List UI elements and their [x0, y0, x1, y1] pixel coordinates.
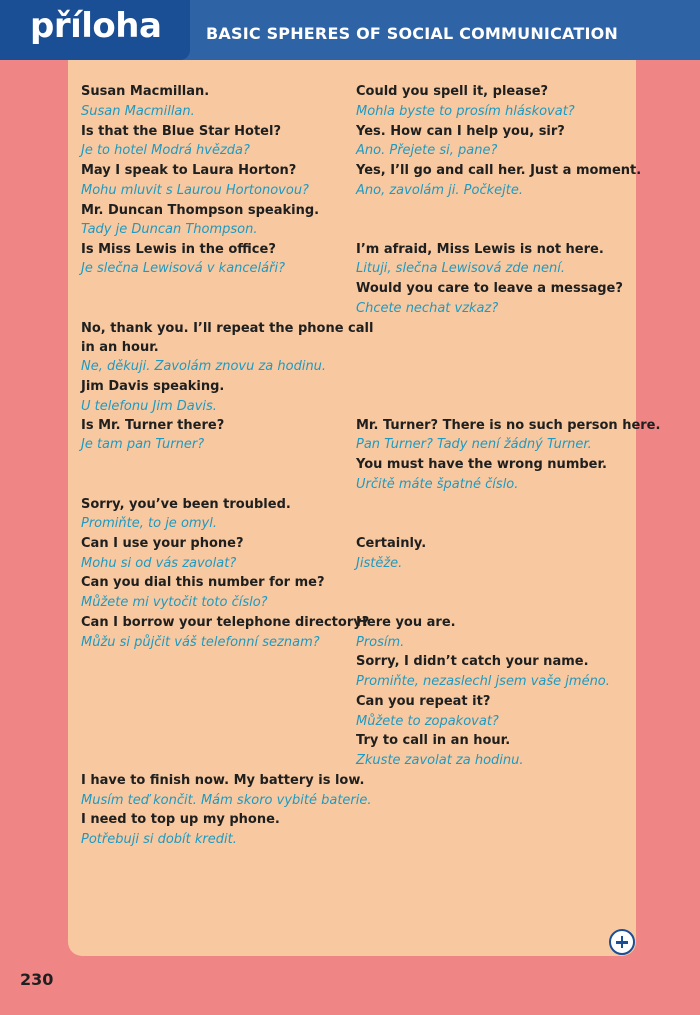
plus-circle-icon[interactable]: [609, 929, 635, 955]
page-number: 230: [20, 970, 54, 989]
left-english-line: I need to top up my phone.: [81, 812, 280, 827]
right-english-line: Could you spell it, please?: [356, 84, 549, 99]
right-english-line: You must have the wrong number.: [356, 457, 607, 472]
page-header: [0, 0, 700, 60]
right-czech-line: Pan Turner? Tady není žádný Turner.: [356, 437, 592, 452]
left-czech-line: Tady je Duncan Thompson.: [81, 222, 258, 237]
left-czech-line: Potřebuji si dobít kredit.: [81, 832, 237, 847]
left-czech-line: Je slečna Lewisová v kanceláři?: [81, 261, 285, 276]
right-english-line: I’m afraid, Miss Lewis is not here.: [356, 242, 604, 257]
right-english-line: Sorry, I didn’t catch your name.: [356, 654, 589, 669]
right-english-line: Yes, I’ll go and call her. Just a moment.: [356, 163, 642, 178]
left-english-line: Susan Macmillan.: [81, 84, 210, 99]
left-english-line: Is that the Blue Star Hotel?: [81, 124, 281, 139]
right-czech-line: Můžete to zopakovat?: [356, 714, 499, 729]
left-english-line: Is Mr. Turner there?: [81, 418, 225, 433]
section-title: BASIC SPHERES OF SOCIAL COMMUNICATION: [206, 24, 619, 43]
right-czech-line: Ano. Přejete si, pane?: [356, 143, 498, 158]
left-czech-line: Je tam pan Turner?: [81, 437, 205, 452]
right-english-line: Can you repeat it?: [356, 694, 491, 709]
right-english-line: Try to call in an hour.: [356, 733, 511, 748]
right-english-line: Certainly.: [356, 536, 427, 551]
left-english-line: Mr. Duncan Thompson speaking.: [81, 203, 320, 218]
left-czech-line: Mohu si od vás zavolat?: [81, 556, 237, 571]
right-czech-line: Mohla byste to prosím hláskovat?: [356, 104, 575, 119]
left-english-line: May I speak to Laura Horton?: [81, 163, 297, 178]
right-english-line: Mr. Turner? There is no such person here.: [356, 418, 661, 433]
left-english-line: Jim Davis speaking.: [81, 379, 225, 394]
left-english-line: Sorry, you’ve been troubled.: [81, 497, 291, 512]
right-czech-line: Promiňte, nezaslechl jsem vaše jméno.: [356, 674, 610, 689]
right-czech-line: Lituji, slečna Lewisová zde není.: [356, 261, 565, 276]
right-czech-line: Určitě máte špatné číslo.: [356, 477, 519, 492]
left-czech-line: Musím teď končit. Mám skoro vybité baterie.: [81, 793, 372, 808]
left-english-line: No, thank you. I’ll repeat the phone call: [81, 321, 374, 336]
right-czech-line: Chcete nechat vzkaz?: [356, 301, 499, 316]
right-czech-line: Ano, zavolám ji. Počkejte.: [356, 183, 523, 198]
left-english-line: Is Miss Lewis in the office?: [81, 242, 276, 257]
left-czech-line: Promiňte, to je omyl.: [81, 516, 217, 531]
right-czech-line: Zkuste zavolat za hodinu.: [356, 753, 524, 768]
brand-label: příloha: [30, 6, 162, 46]
right-english-line: Yes. How can I help you, sir?: [356, 124, 565, 139]
brand-tab: [0, 0, 190, 60]
left-czech-line: Mohu mluvit s Laurou Hortonovou?: [81, 183, 309, 198]
right-czech-line: Prosím.: [356, 635, 405, 650]
left-english-line: I have to finish now. My battery is low.: [81, 773, 365, 788]
left-czech-line: Ne, děkuji. Zavolám znovu za hodinu.: [81, 359, 327, 374]
left-czech-line: Můžu si půjčit váš telefonní seznam?: [81, 635, 320, 650]
left-czech-line: U telefonu Jim Davis.: [81, 399, 217, 414]
left-czech-line: Můžete mi vytočit toto číslo?: [81, 595, 268, 610]
left-english-line: Can you dial this number for me?: [81, 575, 325, 590]
left-english-line: Can I use your phone?: [81, 536, 244, 551]
right-czech-line: Jistěže.: [356, 556, 403, 571]
left-english-line: Can I borrow your telephone directory?: [81, 615, 370, 630]
left-czech-line: Susan Macmillan.: [81, 104, 195, 119]
left-english-line: in an hour.: [81, 340, 159, 355]
right-english-line: Here you are.: [356, 615, 456, 630]
left-czech-line: Je to hotel Modrá hvězda?: [81, 143, 250, 158]
right-english-line: Would you care to leave a message?: [356, 281, 623, 296]
